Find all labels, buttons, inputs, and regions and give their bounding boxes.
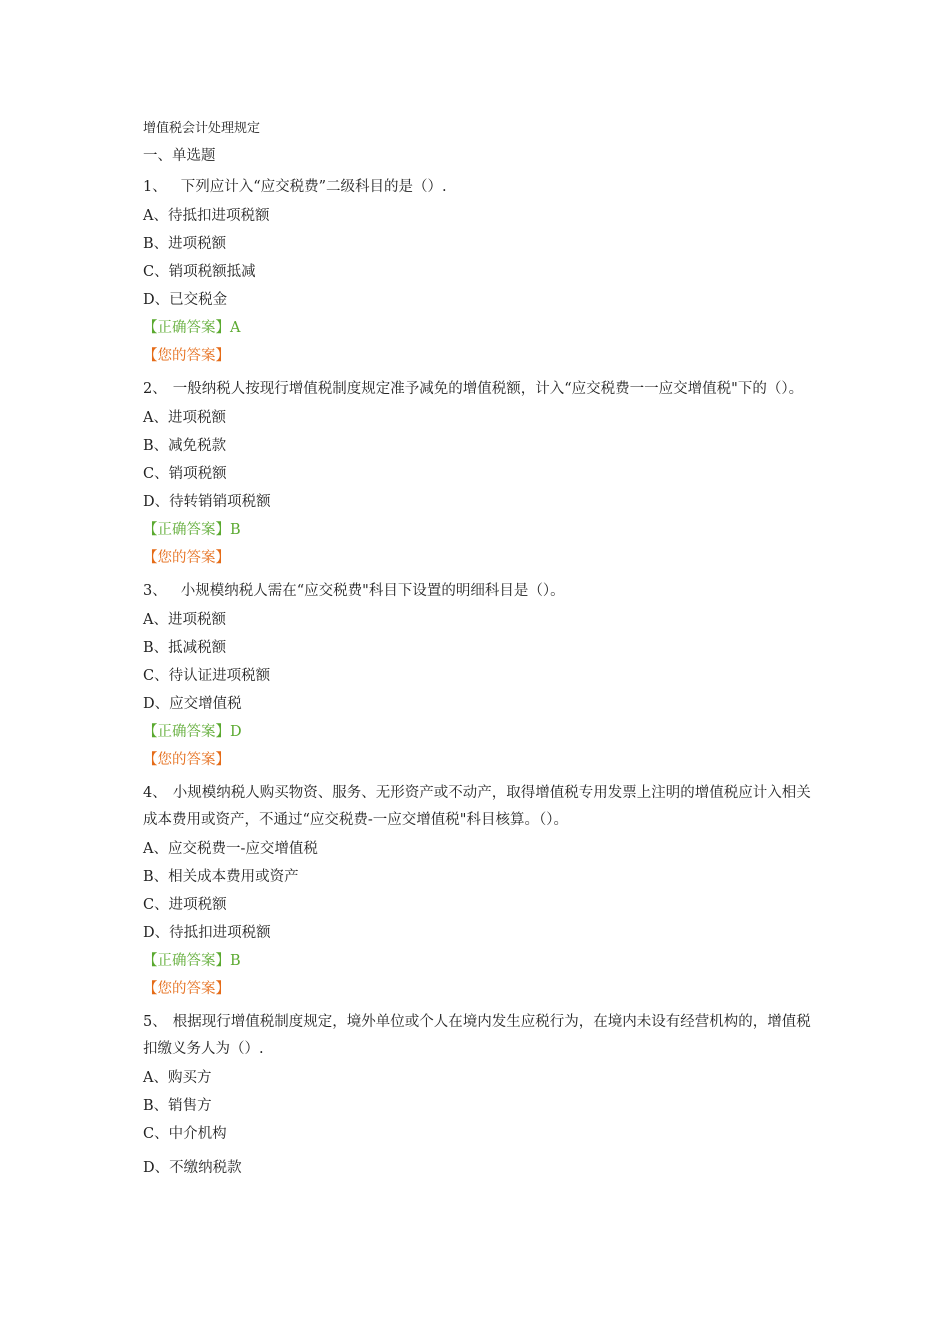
question-number: 3、 <box>143 583 167 599</box>
question-stem <box>143 376 823 403</box>
your-answer: 【您的答案】 <box>143 981 230 997</box>
document-page <box>143 118 823 1182</box>
option-b: B、相关成本费用或资产 <box>143 869 299 885</box>
question-4 <box>143 780 823 1003</box>
option-c: C、中介机构 <box>143 1126 227 1142</box>
correct-answer-value: B <box>230 953 241 969</box>
correct-answer-value: D <box>230 724 242 740</box>
correct-answer-value: B <box>230 522 241 538</box>
option-a: A、待抵扣进项税额 <box>143 208 270 224</box>
question-stem <box>143 174 823 201</box>
document-title: 增值税会计处理规定 <box>143 121 261 136</box>
option-a: A、进项税额 <box>143 612 226 628</box>
option-c: C、待认证进项税额 <box>143 668 271 684</box>
question-5 <box>143 1009 823 1182</box>
option-a: A、进项税额 <box>143 410 226 426</box>
correct-answer-label: 【正确答案】 <box>143 320 230 336</box>
question-3 <box>143 578 823 774</box>
your-answer: 【您的答案】 <box>143 752 230 768</box>
your-answer: 【您的答案】 <box>143 348 230 364</box>
option-b: B、减免税款 <box>143 438 227 454</box>
correct-answer <box>143 718 823 746</box>
question-stem <box>143 578 823 605</box>
option-d: D、待抵扣进项税额 <box>143 925 271 941</box>
option-c: C、销项税额抵减 <box>143 264 256 280</box>
option-a: A、应交税费一-应交增值税 <box>143 841 318 857</box>
question-text: 下列应计入“应交税费”二级科目的是（）. <box>180 179 447 195</box>
question-text: 根据现行增值税制度规定，境外单位或个人在境内发生应税行为，在境内未设有经营机构的，增值税扣缴义务人为（）. <box>143 1014 811 1057</box>
question-text: 小规模纳税人购买物资、服务、无形资产或不动产，取得增值税专用发票上注明的增值税应计入相关成本费用或资产，不通过“应交税费-一应交增值税"科目核算。（）。 <box>143 785 811 828</box>
question-text: 小规模纳税人需在“应交税费"科目下设置的明细科目是（）。 <box>180 583 565 599</box>
question-number: 2、 <box>143 381 167 397</box>
option-d: D、应交增值税 <box>143 696 242 712</box>
correct-answer <box>143 947 823 975</box>
section-title: 一、单选题 <box>143 148 216 164</box>
question-text: 一般纳税人按现行增值税制度规定准予减免的增值税额，计入“应交税费一一应交增值税"下的（）。 <box>172 381 804 397</box>
question-stem <box>143 1009 823 1063</box>
correct-answer <box>143 516 823 544</box>
correct-answer-label: 【正确答案】 <box>143 724 230 740</box>
question-number: 5、 <box>143 1014 167 1030</box>
question-stem <box>143 780 823 834</box>
option-d: D、已交税金 <box>143 292 228 308</box>
correct-answer-value: A <box>230 320 241 336</box>
option-b: B、销售方 <box>143 1098 212 1114</box>
option-b: B、进项税额 <box>143 236 227 252</box>
correct-answer-label: 【正确答案】 <box>143 522 230 538</box>
option-d: D、待转销销项税额 <box>143 494 271 510</box>
question-1 <box>143 174 823 370</box>
option-a: A、购买方 <box>143 1070 212 1086</box>
correct-answer-label: 【正确答案】 <box>143 953 230 969</box>
option-b: B、抵减税额 <box>143 640 227 656</box>
correct-answer <box>143 314 823 342</box>
question-number: 4、 <box>143 785 167 801</box>
question-2 <box>143 376 823 572</box>
your-answer: 【您的答案】 <box>143 550 230 566</box>
option-c: C、销项税额 <box>143 466 227 482</box>
option-d: D、不缴纳税款 <box>143 1160 242 1176</box>
option-c: C、进项税额 <box>143 897 227 913</box>
question-number: 1、 <box>143 179 167 195</box>
